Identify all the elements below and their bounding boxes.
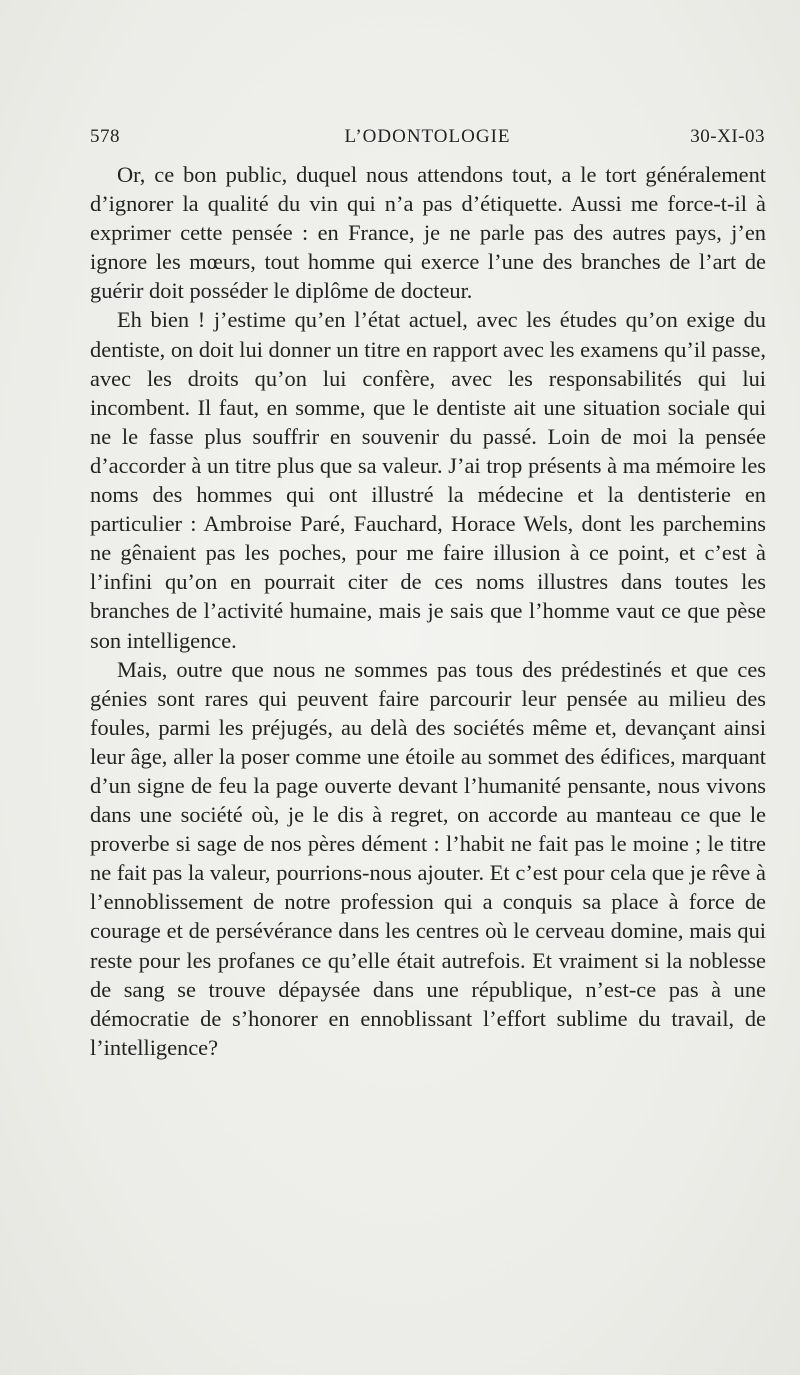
page-number: 578	[90, 126, 120, 147]
paragraph-2: Eh bien ! j’estime qu’en l’état actuel, avec les études qu’on exige du dentiste, on doit lui donner un titre en rapport avec les examens qu’il passe, avec les droits qu’on lui confère, avec les responsabilités qui lui incombent. Il faut, en somme, que le dentiste ait une situation sociale qui ne le fasse plus souffrir en souvenir du passé. Loin de moi la pensée d’accorder à un titre plus que sa valeur. J’ai trop présents à ma mémoire les noms des hommes qui ont illustré la médecine et la dentisterie en particulier : Ambroise Paré, Fauchard, Horace Wels, dont les parchemins ne gênaient pas les poches, pour me faire illusion à ce point, et c’est à l’infini qu’on en pourrait citer de ces noms illustres dans toutes les branches de l’activité humaine, mais je sais que l’homme vaut ce que pèse son intelligence.	[90, 307, 766, 653]
running-header	[90, 126, 765, 156]
paragraph-3: Mais, outre que nous ne sommes pas tous des prédestinés et que ces génies sont rares qui peuvent faire parcourir leur pensée au milieu des foules, parmi les préjugés, au delà des sociétés même et, devançant ainsi leur âge, aller la poser comme une étoile au sommet des édifices, marquant d’un signe de feu la page ouverte devant l’humanité pensante, nous vivons dans une société où, je le dis à regret, on accorde au manteau ce que le proverbe si sage de nos pères dément : l’habit ne fait pas le moine ; le titre ne fait pas la valeur, pourrions-nous ajouter. Et c’est pour cela que je rêve à l’ennoblissement de notre profession qui a conquis sa place à force de courage et de persévérance dans les centres où le cerveau domine, mais qui reste pour les profanes ce qu’elle était autrefois. Et vraiment si la noblesse de sang se trouve dépaysée dans une république, n’est-ce pas à une démocratie de s’honorer en ennoblissant l’effort sublime du travail, de l’intelligence?	[90, 656, 766, 1060]
journal-title: L’ODONTOLOGIE	[344, 126, 511, 147]
article-body	[90, 160, 766, 1062]
paragraph-1: Or, ce bon public, duquel nous attendons tout, a le tort généralement d’ignorer la qualité du vin qui n’a pas d’étiquette. Aussi me force-t-il à exprimer cette pensée : en France, je ne parle pas des autres pays, j’en ignore les mœurs, tout homme qui exerce l’une des branches de l’art de guérir doit posséder le diplôme de docteur.	[90, 162, 766, 304]
issue-date: 30-XI-03	[690, 126, 765, 147]
